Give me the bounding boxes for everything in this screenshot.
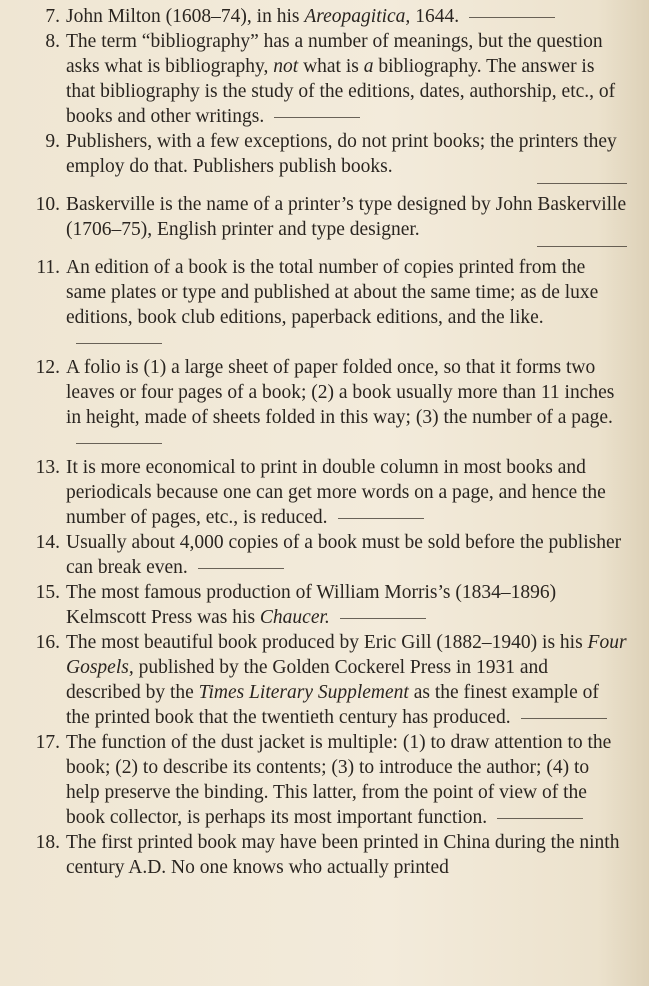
- entry-number: 14.: [35, 532, 60, 553]
- entry-number: 8.: [45, 31, 60, 52]
- entry-18: [22, 830, 627, 880]
- entry-number: 16.: [35, 632, 60, 653]
- answer-rule: [497, 818, 583, 819]
- answer-rule: [76, 343, 162, 344]
- entry-text: Usually about 4,000 copies of a book must be sold before the publisher can break even.: [66, 532, 622, 578]
- answer-rule: [338, 518, 424, 519]
- answer-rule: [537, 246, 627, 247]
- entry-number: 18.: [35, 832, 60, 853]
- entry-9: [22, 129, 627, 179]
- entry-text: The first printed book may have been printed in China during the ninth century A.D. No one knows who actually printed: [66, 832, 620, 878]
- entry-number: 11.: [36, 257, 60, 278]
- entry-14: [22, 530, 627, 580]
- entry-13: [22, 455, 627, 530]
- entry-11: [22, 255, 627, 355]
- entry-number: 13.: [35, 457, 60, 478]
- entry-number: 12.: [35, 357, 60, 378]
- entry-text: An edition of a book is the total number of copies printed from the same plates or type and published at about the same time; as de luxe editions, book club editions, paperback editions, and the like.: [66, 255, 627, 355]
- entry-text: The term “bibliography” has a number of meanings, but the question asks what is bibliography, not what is a bibliography. The answer is that bibliography is the study of the editions, dates, authorship, etc., of books and other writings.: [66, 31, 616, 127]
- entry-number: 17.: [35, 732, 60, 753]
- answer-rule: [274, 117, 360, 118]
- entry-text: The most famous production of William Morris’s (1834–1896) Kelmscott Press was his Chaucer.: [66, 582, 557, 628]
- entry-text: The most beautiful book produced by Eric Gill (1882–1940) is his Four Gospels, published by the Golden Cockerel Press in 1931 and described by the Times Literary Supplement as the finest example of the printed book that the twentieth century has produced.: [66, 632, 627, 728]
- answer-rule: [521, 718, 607, 719]
- entry-text: Publishers, with a few exceptions, do not print books; the printers they employ do that. Publishers publish books.: [66, 131, 617, 177]
- entry-number: 15.: [35, 582, 60, 603]
- answer-rule: [469, 17, 555, 18]
- answer-rule: [198, 568, 284, 569]
- entry-text: A folio is (1) a large sheet of paper folded once, so that it forms two leaves or four pages of a book; (2) a book usually more than 11 inches in height, made of sheets folded in this way; (3) the number of a page.: [66, 355, 627, 455]
- answer-rule: [340, 618, 426, 619]
- entry-17: [22, 730, 627, 830]
- answer-list: [22, 4, 627, 880]
- entry-text: The function of the dust jacket is multiple: (1) to draw attention to the book; (2) to describe its contents; (3) to introduce the author; (4) to help preserve the binding. This latter, from the point of view of the book collector, is perhaps its most important function.: [66, 732, 612, 828]
- entry-10: [22, 192, 627, 242]
- answer-rule: [76, 443, 162, 444]
- entry-number: 7.: [45, 6, 60, 27]
- entry-7: [22, 4, 627, 29]
- entry-text: John Milton (1608–74), in his Areopagitica, 1644.: [66, 4, 627, 29]
- answer-rule: [537, 183, 627, 184]
- entry-text: It is more economical to print in double column in most books and periodicals because one can get more words on a page, and hence the number of pages, etc., is reduced.: [66, 457, 606, 528]
- entry-16: [22, 630, 627, 730]
- entry-8: [22, 29, 627, 129]
- entry-number: 9.: [45, 131, 60, 152]
- entry-number: 10.: [35, 194, 60, 215]
- entry-15: [22, 580, 627, 630]
- entry-text: Baskerville is the name of a printer’s type designed by John Baskerville (1706–75), English printer and type designer.: [66, 194, 627, 240]
- entry-12: [22, 355, 627, 455]
